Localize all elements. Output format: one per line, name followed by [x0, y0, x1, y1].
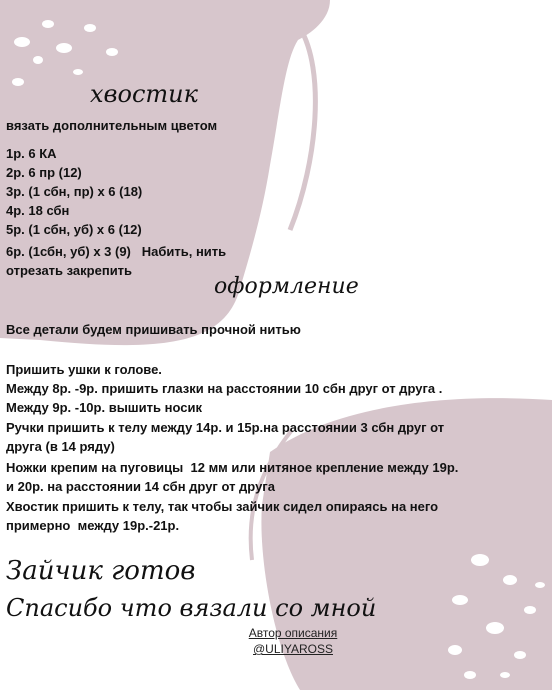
- ready-message: Зайчик готов: [6, 556, 196, 586]
- finishing-step-7: и 20р. на расстоянии 14 сбн друг от друга: [6, 479, 275, 494]
- finishing-step-2: Между 8р. -9р. пришить глазки на расстоянии 10 сбн друг от друга .: [6, 381, 443, 396]
- finishing-step-3: Между 9р. -10р. вышить носик: [6, 400, 202, 415]
- tail-row-4: 4р. 18 сбн: [6, 203, 70, 218]
- author-label: Автор описания: [248, 626, 338, 640]
- finishing-step-4: Ручки пришить к телу между 14р. и 15р.на расстоянии 3 сбн друг от: [6, 420, 445, 435]
- finishing-intro: Все детали будем пришивать прочной нитью: [6, 322, 301, 337]
- tail-row-7: отрезать закрепить: [6, 263, 133, 278]
- tail-row-2: 2р. 6 пр (12): [6, 165, 82, 180]
- finishing-step-6: Ножки крепим на пуговицы 12 мм или нитяное крепление между 19р.: [6, 460, 459, 475]
- tail-row-3: 3р. (1 сбн, пр) х 6 (18): [6, 184, 143, 199]
- thanks-message: Спасибо что вязали со мной: [6, 594, 377, 622]
- finishing-heading: оформление: [214, 274, 359, 299]
- finishing-step-8: Хвостик пришить к телу, так чтобы зайчик сидел опираясь на него: [6, 499, 439, 514]
- finishing-step-9: примерно между 19р.-21р.: [6, 518, 180, 533]
- tail-heading: хвостик: [90, 80, 198, 108]
- tail-row-6: 6р. (1сбн, уб) х 3 (9) Набить, нить: [6, 244, 227, 259]
- tail-row-1: 1р. 6 КА: [6, 146, 57, 161]
- finishing-step-5: друга (в 14 ряду): [6, 439, 115, 454]
- finishing-step-1: Пришить ушки к голове.: [6, 362, 162, 377]
- author-handle[interactable]: @ULIYAROSS: [253, 642, 333, 656]
- tail-intro: вязать дополнительным цветом: [6, 118, 218, 133]
- tail-row-5: 5р. (1 сбн, уб) х 6 (12): [6, 222, 142, 237]
